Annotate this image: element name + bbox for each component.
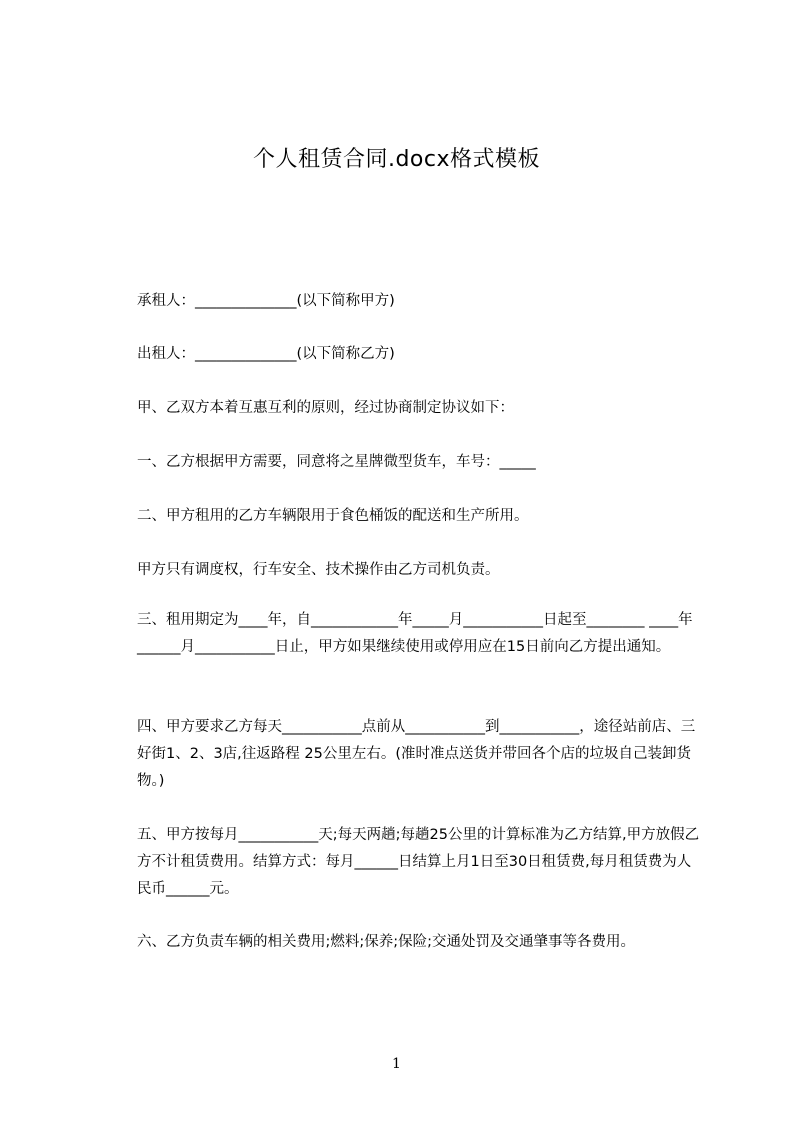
paragraph-clause-3: 三、租用期定为____年，自____________年_____月___________日起至________ ____年______月___________日止，甲方如果继续使用或停用应在15日前向乙方提出通知。 [137, 612, 693, 655]
paragraph-clause-2: 二、甲方租用的乙方车辆限用于食色桶饭的配送和生产所用。 [137, 508, 529, 524]
paragraph-clause-5: 五、甲方按每月___________天;每天两趟;每趟25公里的计算标准为乙方结算,甲方放假乙方不计租赁费用。结算方式：每月______日结算上月1日至30日租赁费,每月租赁费为人民币______元。 [137, 827, 700, 897]
paragraph-lessee: 承租人：______________(以下简称甲方) [137, 293, 395, 309]
paragraph-clause-4: 四、甲方要求乙方每天___________点前从___________到___________，途径站前店、三好街1、2、3店,往返路程 25公里左右。(准时准点送货并带回各个店的垃圾自己装卸货物。) [137, 719, 696, 789]
paragraph-clause-1: 一、乙方根据甲方需要，同意将之星牌微型货车，车号：_____ [137, 454, 536, 470]
paragraph-lessor: 出租人：______________(以下简称乙方) [137, 346, 395, 362]
paragraph-clause-6: 六、乙方负责车辆的相关费用;燃料;保养;保险;交通处罚及交通肇事等各费用。 [137, 934, 636, 950]
document-title: 个人租赁合同.docx格式模板 [252, 147, 541, 172]
paragraph-dispatch: 甲方只有调度权，行车安全、技术操作由乙方司机负责。 [137, 562, 500, 578]
paragraph-preamble: 甲、乙双方本着互惠互利的原则，经过协商制定协议如下： [137, 400, 514, 416]
page-number: 1 [392, 1056, 401, 1072]
